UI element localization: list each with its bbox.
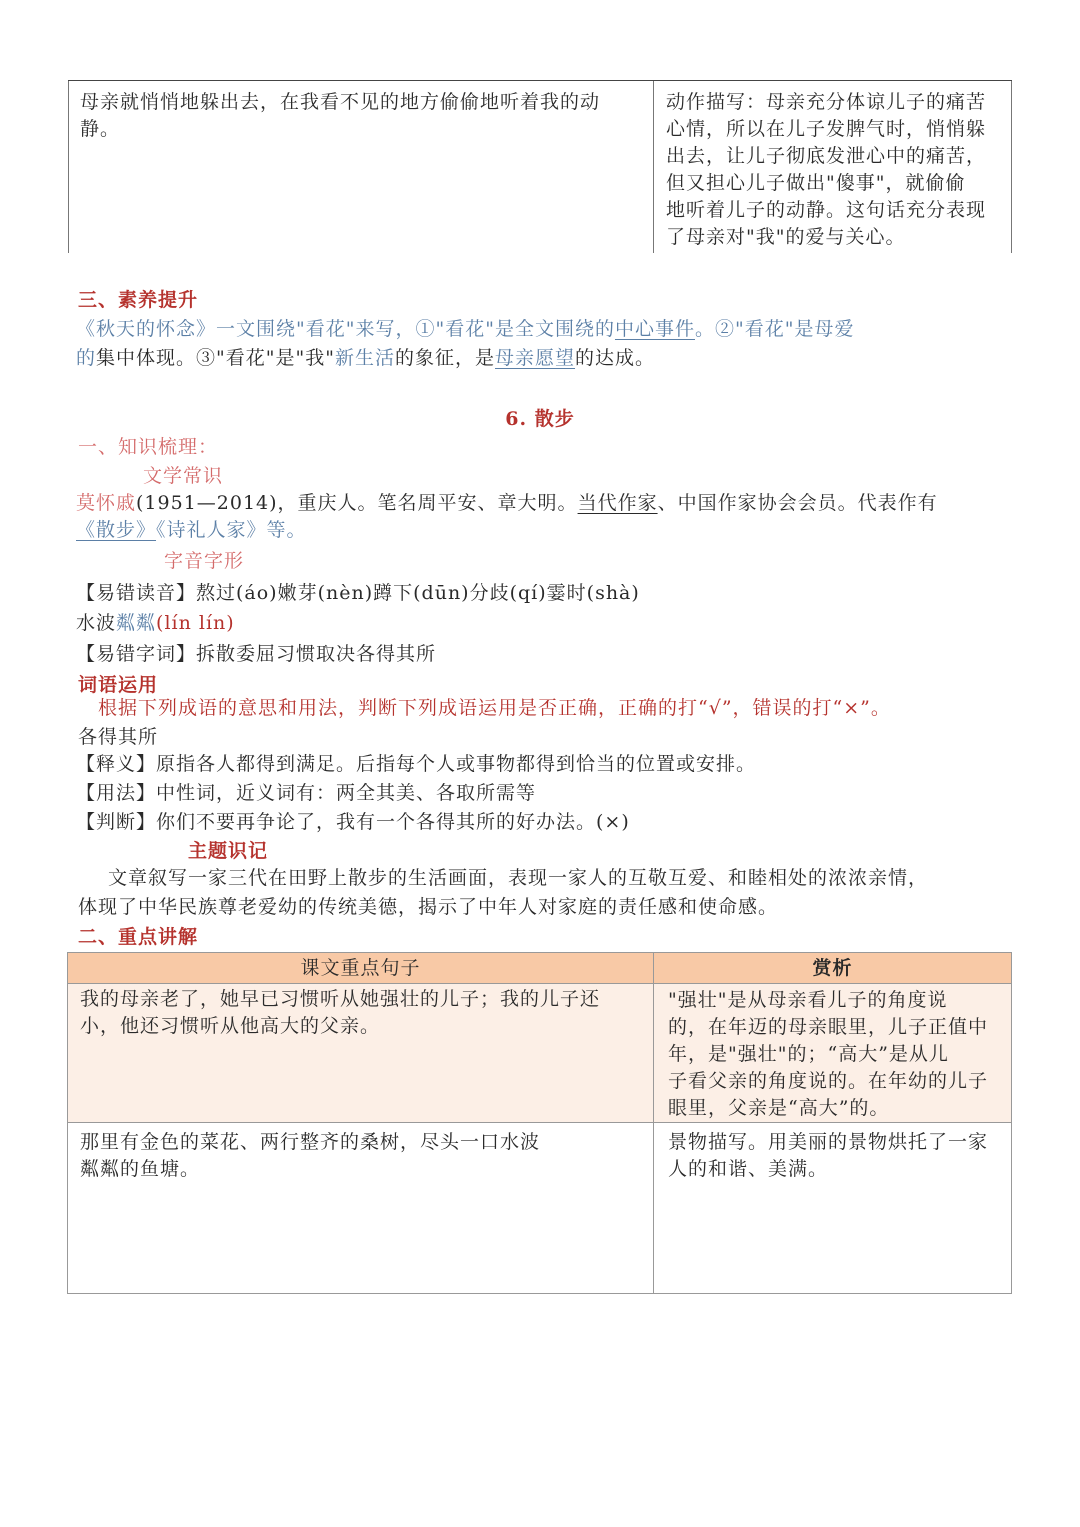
idiom: 各得其所 [78,726,159,748]
section3-line2: 的集中体现。③"看花"是"我"新生活的象征，是母亲愿望的达成。 [76,347,656,369]
theme-text-line2: 体现了中华民族尊老爱幼的传统美德，揭示了中年人对家庭的责任感和使命感。 [78,896,779,918]
error-words-line: 【易错字词】拆散委屈习惯取决各得其所 [76,643,437,665]
literature-subtitle: 文学常识 [143,465,224,487]
section3-line1: 《秋天的怀念》一文围绕"看花"来写，①"看花"是全文围绕的中心事件。②"看花"是母爱 [76,318,855,340]
theme-subtitle: 主题识记 [188,840,269,862]
row2-analysis: 景物描写。用美丽的景物烘托了一家 人的和谐、美满。 [668,1131,989,1180]
row1-sentence: 我的母亲老了，她早已习惯听从她强壮的儿子；我的儿子还 小，他还习惯听从他高大的父亲。 [80,988,601,1037]
pronunciation-subtitle: 字音字形 [164,550,245,572]
idiom-meaning: 【释义】原指各人都得到满足。后指每个人或事物都得到恰当的位置或安排。 [76,753,757,775]
top-table-left-cell: 母亲就悄悄地躲出去，在我看不见的地方偷偷地听着我的动 静。 [80,91,601,140]
idiom-usage: 【用法】中性词，近义词有：两全其美、各取所需等 [76,782,537,804]
row1-analysis: "强壮"是从母亲看儿子的角度说 的，在年迈的母亲眼里，儿子正值中 年，是"强壮"的；“高大”是从儿 子看父亲的角度说的。在年幼的儿子 眼里，父亲是“高大”的。 [668,989,989,1119]
usage-instruction: 根据下列成语的意思和用法，判断下列成语运用是否正确，正确的打“√”，错误的打“×”。 [98,697,891,719]
header-sentences: 课文重点句子 [300,957,421,979]
top-table [68,80,1012,253]
row2-sentence: 那里有金色的菜花、两行整齐的桑树，尽头一口水波 粼粼的鱼塘。 [80,1131,541,1180]
author-line: 莫怀戚(1951—2014)，重庆人。笔名周平安、章大明。当代作家、中国作家协会会员。代表作有 [76,492,938,514]
knowledge-section-title: 一、知识梳理： [78,436,219,458]
idiom-judgement: 【判断】你们不要再争论了，我有一个各得其所的好办法。(×) [76,811,630,833]
key-sentences-table [67,952,1012,1294]
theme-text-line1: 文章叙写一家三代在田野上散步的生活画面，表现一家人的互敬互爱、和睦相处的浓浓亲情， [108,867,929,889]
shuibo-line: 水波粼粼(lín lín) [76,612,235,634]
section3-title: 三、素养提升 [78,289,199,311]
key-points-title: 二、重点讲解 [78,926,199,948]
header-analysis: 赏析 [812,957,853,979]
usage-title: 词语运用 [78,674,159,696]
works-line: 《散步》《诗礼人家》等。 [76,519,307,541]
top-table-right-cell: 动作描写：母亲充分体谅儿子的痛苦 心情，所以在儿子发脾气时，悄悄躲 出去，让儿子彻底发泄心中的痛苦， 但又担心儿子做出"傻事"，就偷偷 地听着儿子的动静。这句话充分表现 了母亲对"我"的爱与关心。 [666,91,987,248]
pronunciation-line: 【易错读音】熬过(áo)嫩芽(nèn)蹲下(dūn)分歧(qí)霎时(shà) [76,582,640,604]
lesson-title: 6. 散步 [505,408,575,430]
